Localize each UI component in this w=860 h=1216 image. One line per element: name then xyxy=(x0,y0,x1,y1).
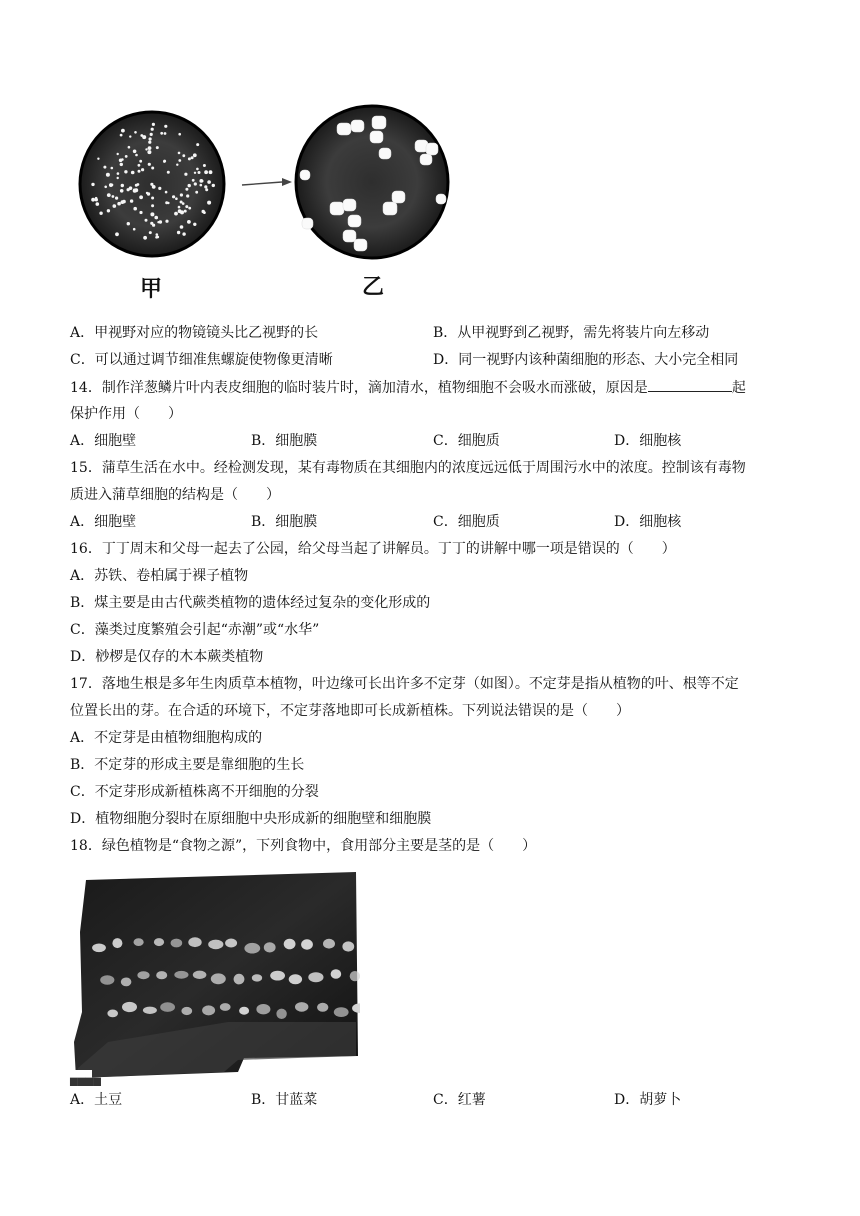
q17-option-c: C．不定芽形成新植株离不开细胞的分裂 xyxy=(70,784,319,800)
q15-option-d: D．细胞核 xyxy=(614,514,682,530)
q13-option-b: B．从甲视野到乙视野，需先将装片向左移动 xyxy=(433,325,710,341)
q18-option-b: B．甘蓝菜 xyxy=(251,1092,318,1108)
q14-stem-part1: 14．制作洋葱鳞片叶内表皮细胞的临时装片时，滴加清水，植物细胞不会吸水而涨破，原因是 xyxy=(70,380,648,396)
q13-option-d: D．同一视野内该种菌细胞的形态、大小完全相同 xyxy=(433,352,739,368)
q13-option-a: A．甲视野对应的物镜镜头比乙视野的长 xyxy=(70,325,319,341)
q15-stem-line1: 15．蒲草生活在水中。经检测发现，某有毒物质在其细胞内的浓度远远低于周围污水中的浓度。控制该有毒物 xyxy=(70,460,746,476)
svg-text:▆▆▆▆: ▆▆▆▆ xyxy=(70,1076,101,1086)
q18-option-d: D．胡萝卜 xyxy=(614,1092,682,1108)
q17-option-a: A．不定芽是由植物细胞构成的 xyxy=(70,730,263,746)
q18-stem: 18．绿色植物是“食物之源”，下列食物中，食用部分主要是茎的是（ ） xyxy=(70,838,537,854)
field-jia-circle xyxy=(80,112,224,256)
q18-option-c: C．红薯 xyxy=(433,1092,486,1108)
q14-option-a: A．细胞壁 xyxy=(70,433,137,449)
q15-option-b: B．细胞膜 xyxy=(251,514,318,530)
q15-option-c: C．细胞质 xyxy=(433,514,500,530)
q16-option-a: A．苏铁、卷柏属于裸子植物 xyxy=(70,568,249,584)
q18-option-a: A．土豆 xyxy=(70,1092,123,1108)
q16-option-c: C．藻类过度繁殖会引起“赤潮”或“水华” xyxy=(70,622,320,638)
q17-stem-line1: 17．落地生根是多年生肉质草本植物，叶边缘可长出许多不定芽（如图）。不定芽是指从植物的叶、根等不定 xyxy=(70,676,739,692)
q17-stem-line2: 位置长出的芽。在合适的环境下，不定芽落地即可长成新植株。下列说法错误的是（ ） xyxy=(70,703,630,719)
q16-stem: 16．丁丁周末和父母一起去了公园，给父母当起了讲解员。丁丁的讲解中哪一项是错误的（ ） xyxy=(70,541,676,557)
q15-option-a: A．细胞壁 xyxy=(70,514,137,530)
q15-stem-line2: 质进入蒲草细胞的结构是（ ） xyxy=(70,487,280,503)
q14-option-c: C．细胞质 xyxy=(433,433,500,449)
q17-option-b: B．不定芽的形成主要是靠细胞的生长 xyxy=(70,757,305,773)
q14-answer-blank[interactable] xyxy=(648,377,732,392)
q16-option-b: B．煤主要是由古代蕨类植物的遗体经过复杂的变化形成的 xyxy=(70,595,431,611)
q14-stem-line2: 保护作用（ ） xyxy=(70,406,182,422)
q14-option-b: B．细胞膜 xyxy=(251,433,318,449)
figure-label-yi: 乙 xyxy=(362,275,385,300)
q14-stem xyxy=(70,377,800,398)
plant-photo xyxy=(68,872,360,1086)
q17-option-d: D．植物细胞分裂时在原细胞中央形成新的细胞壁和细胞膜 xyxy=(70,811,432,827)
q14-stem-part2: 起 xyxy=(731,380,746,396)
q14-option-d: D．细胞核 xyxy=(614,433,682,449)
q16-option-d: D．桫椤是仅存的木本蕨类植物 xyxy=(70,649,264,665)
microscope-figure xyxy=(70,96,470,306)
arrow-icon xyxy=(242,178,292,186)
q13-option-c: C．可以通过调节细准焦螺旋使物像更清晰 xyxy=(70,352,333,368)
figure-label-jia: 甲 xyxy=(140,277,163,302)
field-yi-circle xyxy=(296,106,448,258)
